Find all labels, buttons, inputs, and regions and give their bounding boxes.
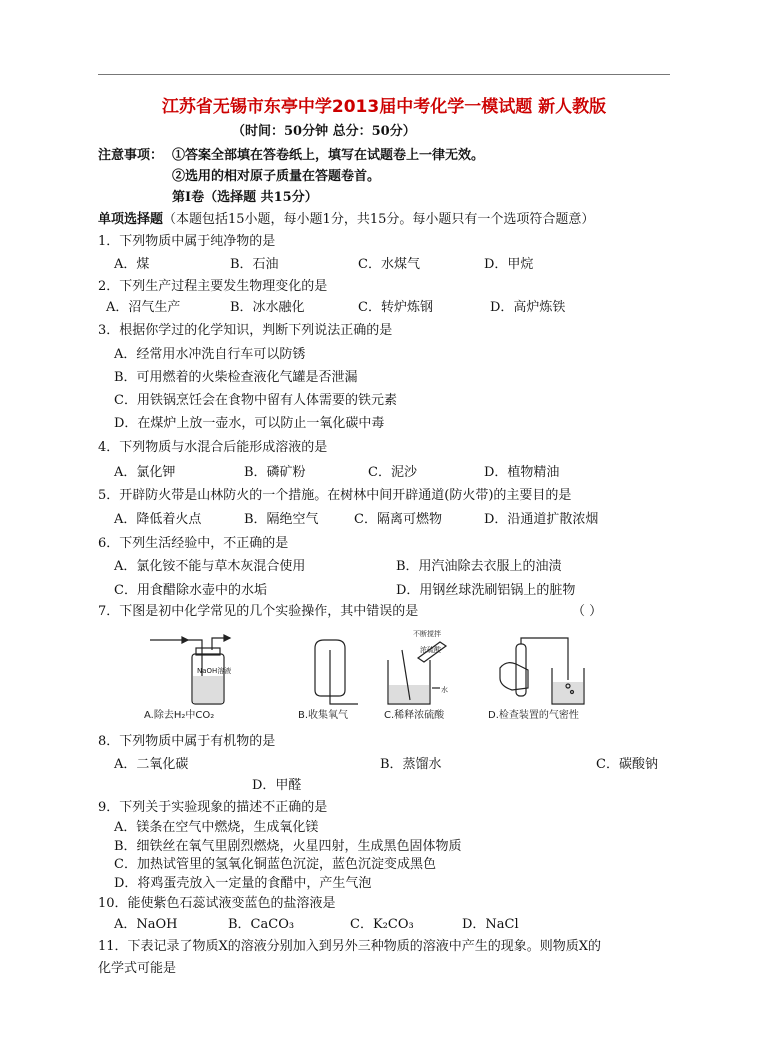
- q4-option-b: B．磷矿粉: [244, 465, 306, 480]
- caption-b: B.收集氧气: [298, 710, 349, 721]
- q11-stem: 11．下表记录了物质X的溶液分别加入到另外三种物质的溶液中产生的现象。则物质X的: [98, 939, 602, 954]
- q3-option-a: A．经常用水冲洗自行车可以防锈: [114, 347, 306, 362]
- gas-collection-bottle-icon: [315, 640, 358, 704]
- q3-option-b: B．可用燃着的火柴检查液化气罐是否泄漏: [114, 370, 358, 385]
- q2-option-c: C．转炉炼钢: [358, 300, 433, 315]
- q5-option-b: B．隔绝空气: [244, 512, 319, 527]
- q2-option-b: B．冰水融化: [230, 300, 305, 315]
- beaker-stirring-icon: [388, 630, 448, 704]
- q11-stem-continued: 化学式可能是: [98, 961, 177, 976]
- note-1: ①答案全部填在答卷纸上，填写在试题卷上一律无效。: [172, 148, 485, 163]
- q7-answer-blank: （ ）: [572, 604, 603, 619]
- q9-option-b: B．细铁丝在氧气里剧烈燃烧，火星四射，生成黑色固体物质: [114, 839, 462, 854]
- q3-option-d: D．在煤炉上放一壶水，可以防止一氧化碳中毒: [114, 416, 385, 431]
- q2-option-a: A．沼气生产: [106, 300, 181, 315]
- q2-stem: 2．下列生产过程主要发生物理变化的是: [98, 279, 328, 294]
- caption-d: D.检查装置的气密性: [488, 710, 579, 721]
- q9-option-a: A．镁条在空气中燃烧，生成氧化镁: [114, 820, 319, 835]
- section-intro: [98, 212, 594, 228]
- q6-stem: 6．下列生活经验中，不正确的是: [98, 536, 289, 551]
- q6-option-b: B．用汽油除去衣服上的油渍: [396, 559, 562, 574]
- q1-option-b: B．石油: [230, 257, 279, 272]
- naoh-label: NaOH溶液: [197, 667, 232, 675]
- q6-option-d: D．用钢丝球洗刷铝锅上的脏物: [396, 583, 576, 598]
- section-label: 单项选择题: [98, 212, 164, 227]
- q8-option-d: D．甲醛: [252, 778, 302, 793]
- part1-heading: 第Ⅰ卷（选择题 共15分）: [172, 190, 318, 205]
- q8-stem: 8．下列物质中属于有机物的是: [98, 734, 276, 749]
- q7-experiment-figure: [140, 630, 610, 722]
- q7-stem: 7．下图是初中化学常见的几个实验操作，其中错误的是: [98, 604, 419, 619]
- q5-option-d: D．沿通道扩散浓烟: [484, 512, 599, 527]
- q1-option-d: D．甲烷: [484, 257, 534, 272]
- q5-option-a: A．降低着火点: [114, 512, 202, 527]
- q9-stem: 9．下列关于实验现象的描述不正确的是: [98, 800, 328, 815]
- q1-stem: 1．下列物质中属于纯净物的是: [98, 234, 276, 249]
- q8-option-c: C．碳酸钠: [596, 757, 658, 772]
- q9-option-c: C．加热试管里的氢氧化铜蓝色沉淀，蓝色沉淀变成黑色: [114, 857, 436, 872]
- q6-option-a: A．氯化铵不能与草木灰混合使用: [114, 559, 306, 574]
- caption-a: A.除去H₂中CO₂: [144, 710, 215, 721]
- q8-option-a: A．二氧化碳: [114, 757, 189, 772]
- q2-option-d: D．高炉炼铁: [490, 300, 566, 315]
- q1-option-c: C．水煤气: [358, 257, 420, 272]
- stir-label: 不断搅拌: [413, 630, 441, 638]
- q5-option-c: C．隔离可燃物: [354, 512, 442, 527]
- q10-stem: 10．能使紫色石蕊试液变蓝色的盐溶液是: [98, 896, 336, 911]
- q3-option-c: C．用铁锅烹饪会在食物中留有人体需要的铁元素: [114, 393, 397, 408]
- airtightness-test-icon: [500, 638, 584, 704]
- notes-label: 注意事项：: [98, 148, 164, 163]
- caption-c: C.稀释浓硫酸: [384, 710, 445, 721]
- q10-option-d: D．NaCl: [462, 917, 519, 932]
- q4-option-d: D．植物精油: [484, 465, 560, 480]
- acid-label: 浓硫酸: [420, 646, 441, 654]
- q5-stem: 5．开辟防火带是山林防火的一个措施。在树林中间开辟通道(防火带)的主要目的是: [98, 488, 572, 503]
- q10-option-a: A．NaOH: [114, 917, 178, 932]
- q3-stem: 3．根据你学过的化学知识，判断下列说法正确的是: [98, 323, 393, 338]
- page-title: 江苏省无锡市东亭中学2013届中考化学一模试题 新人教版: [161, 97, 607, 117]
- water-label: 水: [441, 686, 448, 694]
- q10-option-c: C．K₂CO₃: [350, 917, 414, 932]
- q4-option-c: C．泥沙: [368, 465, 417, 480]
- exam-time-info: （时间：50分钟 总分：50分）: [232, 124, 416, 139]
- q4-stem: 4．下列物质与水混合后能形成溶液的是: [98, 440, 328, 455]
- q9-option-d: D．将鸡蛋壳放入一定量的食醋中，产生气泡: [114, 876, 372, 891]
- q6-option-c: C．用食醋除水壶中的水垢: [114, 583, 267, 598]
- q1-option-a: A．煤: [114, 257, 150, 272]
- q8-option-b: B．蒸馏水: [380, 757, 442, 772]
- q10-option-b: B．CaCO₃: [228, 917, 295, 932]
- q4-option-a: A．氯化钾: [114, 465, 176, 480]
- gas-washing-bottle-icon: [150, 635, 231, 704]
- top-rule: [98, 74, 670, 75]
- section-desc: （本题包括15小题，每小题1分，共15分。每小题只有一个选项符合题意）: [163, 212, 595, 227]
- note-2: ②选用的相对原子质量在答题卷首。: [172, 169, 381, 184]
